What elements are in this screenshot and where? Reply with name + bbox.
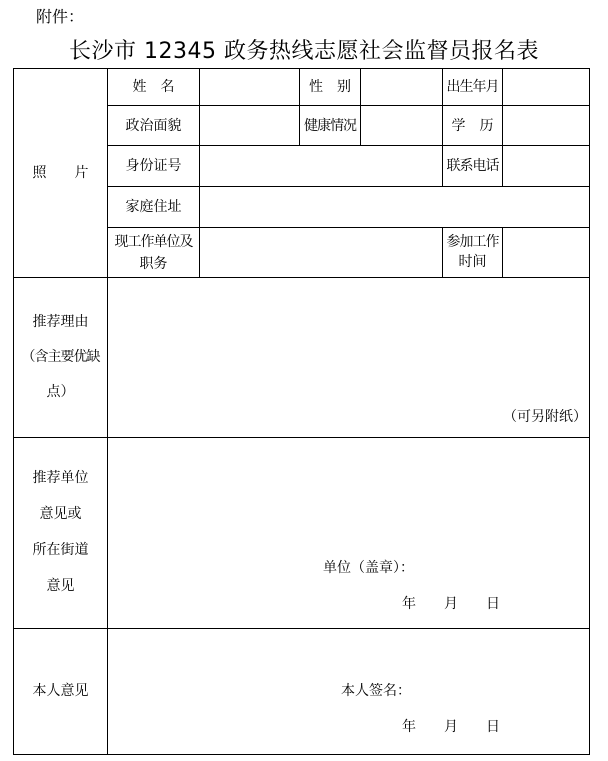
photo-label: 照 片 <box>32 165 89 181</box>
recommend-label-line3: 点） <box>46 384 75 400</box>
unit-opinion-label-line1: 推荐单位 <box>32 470 89 486</box>
work-unit-label-line2: 职务 <box>139 256 168 272</box>
id-number-label: 身份证号 <box>125 158 182 174</box>
self-sign-label: 本人签名： <box>341 683 411 699</box>
education-field[interactable] <box>503 106 589 145</box>
recommend-label-line1: 推荐理由 <box>32 314 89 330</box>
work-unit-label-line1: 现工作单位及 <box>114 234 193 250</box>
health-field[interactable] <box>361 106 442 145</box>
unit-date: 年 月 日 <box>402 596 500 612</box>
address-field[interactable] <box>200 187 589 227</box>
name-label: 姓 名 <box>132 79 175 95</box>
self-opinion-label: 本人意见 <box>32 683 89 699</box>
political-field[interactable] <box>200 106 299 145</box>
unit-opinion-label-line4: 意见 <box>46 578 75 594</box>
work-unit-field[interactable] <box>200 228 442 277</box>
join-work-field[interactable] <box>503 228 589 277</box>
name-field[interactable] <box>200 69 299 105</box>
join-work-label-line2: 时间 <box>458 254 487 270</box>
unit-opinion-label-line3: 所在街道 <box>32 542 89 558</box>
form-title: 长沙市 12345 政务热线志愿社会监督员报名表 <box>69 39 539 64</box>
birth-label: 出生年月 <box>446 79 499 95</box>
address-label: 家庭住址 <box>125 199 182 215</box>
recommend-label-line2: （含主要优缺 <box>21 349 100 365</box>
birth-field[interactable] <box>503 69 589 105</box>
unit-opinion-label-line2: 意见或 <box>39 506 82 522</box>
join-work-label-line1: 参加工作 <box>446 234 499 250</box>
self-date: 年 月 日 <box>402 719 500 735</box>
education-label: 学 历 <box>451 118 494 134</box>
health-label: 健康情况 <box>304 118 356 134</box>
unit-opinion-content-area[interactable] <box>108 438 589 628</box>
gender-label: 性 别 <box>309 79 351 95</box>
phone-field[interactable] <box>503 146 589 186</box>
phone-label: 联系电话 <box>446 158 499 174</box>
political-label: 政治面貌 <box>125 118 182 134</box>
gender-field[interactable] <box>361 69 442 105</box>
extra-sheet-note: （可另附纸） <box>503 409 587 425</box>
unit-seal-label: 单位（盖章）： <box>323 560 414 576</box>
attachment-label: 附件： <box>36 7 85 26</box>
id-number-field[interactable] <box>200 146 442 186</box>
